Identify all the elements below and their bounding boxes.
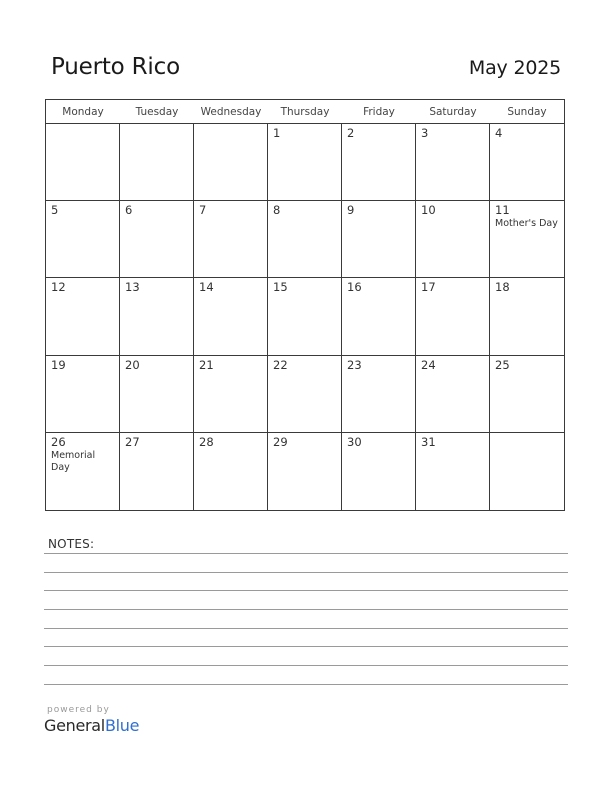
- note-line: [44, 665, 568, 666]
- day-number: 1: [273, 126, 281, 140]
- day-number: 14: [199, 280, 214, 295]
- day-cell: [46, 433, 120, 510]
- brand-blue: Blue: [104, 716, 140, 735]
- day-number: 31: [421, 434, 436, 449]
- calendar-month-title: May 2025: [468, 57, 561, 79]
- notes-label: NOTES:: [48, 537, 95, 551]
- day-cell: [120, 433, 194, 510]
- day-cell: [46, 356, 120, 433]
- day-number: 10: [421, 203, 436, 218]
- day-cell: [416, 124, 490, 201]
- day-number: 11: [495, 203, 510, 218]
- day-cell: [416, 201, 490, 278]
- day-cell: [46, 201, 120, 278]
- weekday-header: Saturday: [416, 100, 490, 124]
- day-cell: [490, 201, 564, 278]
- day-cell: [490, 433, 564, 510]
- day-number: 18: [495, 280, 510, 295]
- day-cell: [194, 278, 268, 355]
- day-cell: [194, 124, 268, 201]
- day-number: 15: [273, 280, 288, 295]
- weekday-header: Wednesday: [194, 100, 268, 124]
- day-number: 19: [51, 357, 66, 372]
- day-number: 25: [495, 357, 510, 372]
- day-number: 26: [51, 434, 66, 449]
- day-number: 13: [125, 280, 140, 295]
- day-number: 9: [347, 203, 355, 218]
- day-cell: [342, 201, 416, 278]
- day-cell: [46, 278, 120, 355]
- day-number: 4: [495, 126, 503, 140]
- day-number: 24: [421, 357, 436, 372]
- day-number: 23: [347, 357, 362, 372]
- day-number: 27: [125, 434, 140, 449]
- day-cell: [416, 433, 490, 510]
- month-calendar-grid: [45, 99, 565, 511]
- day-number: 20: [125, 357, 140, 372]
- day-cell: [194, 356, 268, 433]
- day-cell: [46, 124, 120, 201]
- calendar-country-title: Puerto Rico: [51, 54, 180, 80]
- holiday-label: Memorial Day: [51, 449, 96, 473]
- day-cell: [490, 124, 564, 201]
- day-cell: [268, 124, 342, 201]
- day-cell: [490, 278, 564, 355]
- day-cell: [268, 356, 342, 433]
- day-cell: [268, 433, 342, 510]
- day-number: 12: [51, 280, 66, 295]
- note-line: [44, 553, 568, 554]
- day-cell: [120, 201, 194, 278]
- weekday-header: Sunday: [490, 100, 564, 124]
- day-cell: [416, 278, 490, 355]
- day-number: 5: [51, 203, 59, 218]
- day-number: 22: [273, 357, 288, 372]
- day-number: 17: [421, 280, 436, 295]
- day-cell: [120, 124, 194, 201]
- day-number: 6: [125, 203, 133, 218]
- day-cell: [342, 433, 416, 510]
- day-cell: [490, 356, 564, 433]
- note-line: [44, 684, 568, 685]
- day-cell: [416, 356, 490, 433]
- brand-general: General: [44, 716, 105, 735]
- day-cell: [120, 356, 194, 433]
- day-cell: [194, 433, 268, 510]
- weekday-header: Monday: [46, 100, 120, 124]
- day-number: 21: [199, 357, 214, 372]
- day-cell: [268, 201, 342, 278]
- day-cell: [342, 356, 416, 433]
- day-number: 28: [199, 434, 214, 449]
- day-cell: [268, 278, 342, 355]
- note-line: [44, 609, 568, 610]
- brand-logo: [44, 705, 139, 735]
- brand-powered-by: powered by: [47, 705, 110, 715]
- note-line: [44, 572, 568, 573]
- holiday-label: Mother's Day: [495, 218, 558, 230]
- weekday-header: Friday: [342, 100, 416, 124]
- day-cell: [120, 278, 194, 355]
- note-line: [44, 590, 568, 591]
- day-number: 16: [347, 280, 362, 295]
- day-number: 7: [199, 203, 207, 218]
- day-number: 8: [273, 203, 281, 218]
- day-number: 30: [347, 434, 362, 449]
- day-number: 29: [273, 434, 288, 449]
- note-line: [44, 646, 568, 647]
- day-number: 3: [421, 126, 429, 140]
- brand-wordmark: [44, 716, 139, 735]
- note-line: [44, 628, 568, 629]
- day-number: 2: [347, 126, 355, 140]
- weekday-header: Tuesday: [120, 100, 194, 124]
- weekday-header: Thursday: [268, 100, 342, 124]
- day-cell: [194, 201, 268, 278]
- day-cell: [342, 124, 416, 201]
- day-cell: [342, 278, 416, 355]
